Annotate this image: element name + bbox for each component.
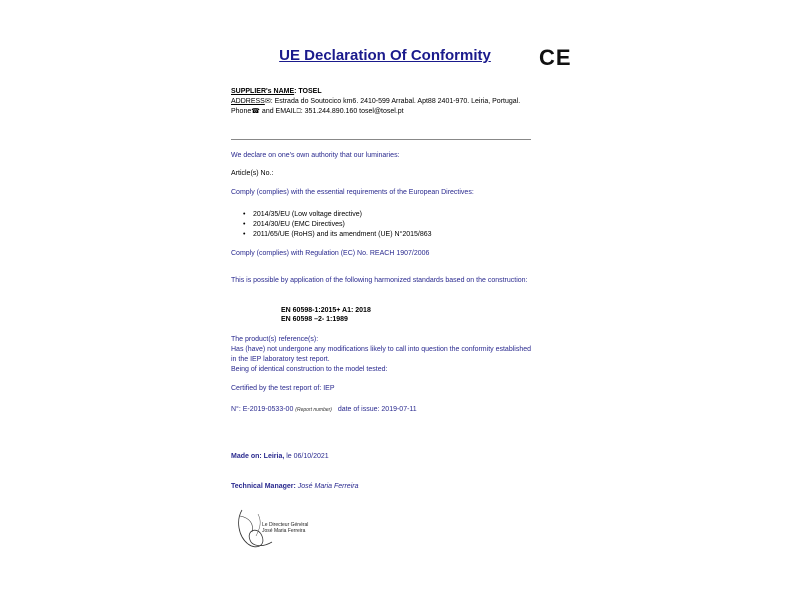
supplier-block	[231, 87, 531, 117]
address-label: ADDRESS	[231, 98, 265, 105]
technical-manager-name: José Maria Ferreira	[295, 483, 359, 490]
no-modifications-text: Has (have) not undergone any modifications likely to call into question the conformity established in the IEP laboratory test report.	[231, 346, 531, 363]
report-number-note: (Report number)	[295, 407, 332, 413]
standard-item: EN 60598 –2- 1:1989	[281, 316, 348, 323]
articles-label: Article(s) No.:	[231, 170, 274, 177]
telephone-icon: ☎	[251, 108, 260, 115]
technical-manager-line	[231, 482, 531, 492]
document-title: UE Declaration Of Conformity	[279, 47, 491, 64]
report-line	[231, 405, 531, 415]
comply-directives-text: Comply (complies) with the essential requirements of the European Directives:	[231, 189, 474, 196]
supplier-name-line	[231, 87, 531, 97]
standard-item: EN 60598-1:2015+ A1: 2018	[281, 307, 371, 314]
ce-mark-logo: CE	[539, 45, 572, 70]
declare-text: We declare on one's own authority that our luminaries:	[231, 152, 400, 159]
envelope-icon: ✉	[264, 98, 271, 105]
report-number: N°: E-2019-0533-00	[231, 406, 296, 413]
directive-item: • 2011/65/UE (RoHS) and its amendment (UE) N°2015/863	[231, 230, 531, 240]
product-ref-label: The product(s) reference(s):	[231, 336, 319, 343]
phone-label: Phone	[231, 108, 252, 115]
identical-construction-text: Being of identical construction to the model tested:	[231, 366, 388, 373]
directive-item: • 2014/30/EU (EMC Directives)	[231, 220, 531, 230]
supplier-address-line	[231, 97, 531, 107]
divider	[231, 139, 531, 140]
made-on-label: Made on:	[231, 453, 264, 460]
report-date-value: 2019-07-11	[381, 406, 417, 413]
signature-caption	[262, 522, 308, 534]
comply-reach-text: Comply (complies) with Regulation (EC) No. REACH 1907/2006	[231, 250, 430, 257]
certified-label: Certified by the test report of:	[231, 385, 322, 392]
report-date-label: date of issue:	[331, 406, 382, 413]
signature-title: Le Directeur Général	[262, 522, 309, 528]
supplier-contact-line	[231, 107, 531, 117]
email-icon: ⎕	[296, 108, 301, 115]
certified-value: IEP	[323, 385, 335, 392]
directives-list-wrap	[231, 210, 531, 240]
contact-value: : 351.244.890.160 tosel@tosel.pt	[300, 108, 404, 115]
signature-name: José Maria Ferreira	[262, 528, 306, 534]
technical-manager-label: Technical Manager:	[231, 483, 296, 490]
product-ref-block	[231, 335, 531, 375]
address-value: : Estrada do Soutocico km6. 2410-599 Arrabal. Apt88 2401-970. Leiria, Portugal.	[270, 98, 521, 105]
supplier-name-value: : TOSEL	[294, 88, 322, 95]
directives-list	[231, 210, 531, 240]
certified-line	[231, 384, 531, 394]
made-on-date: le 06/10/2021	[284, 453, 329, 460]
supplier-name-label: SUPPLIER's NAME	[231, 88, 295, 95]
made-on-place: Leiria,	[263, 453, 285, 460]
made-on-line	[231, 452, 531, 462]
directive-item: • 2014/35/EU (Low voltage directive)	[231, 210, 531, 220]
email-label: and EMAIL	[259, 108, 297, 115]
harmonized-text: This is possible by application of the following harmonized standards based on the construction:	[231, 277, 528, 284]
